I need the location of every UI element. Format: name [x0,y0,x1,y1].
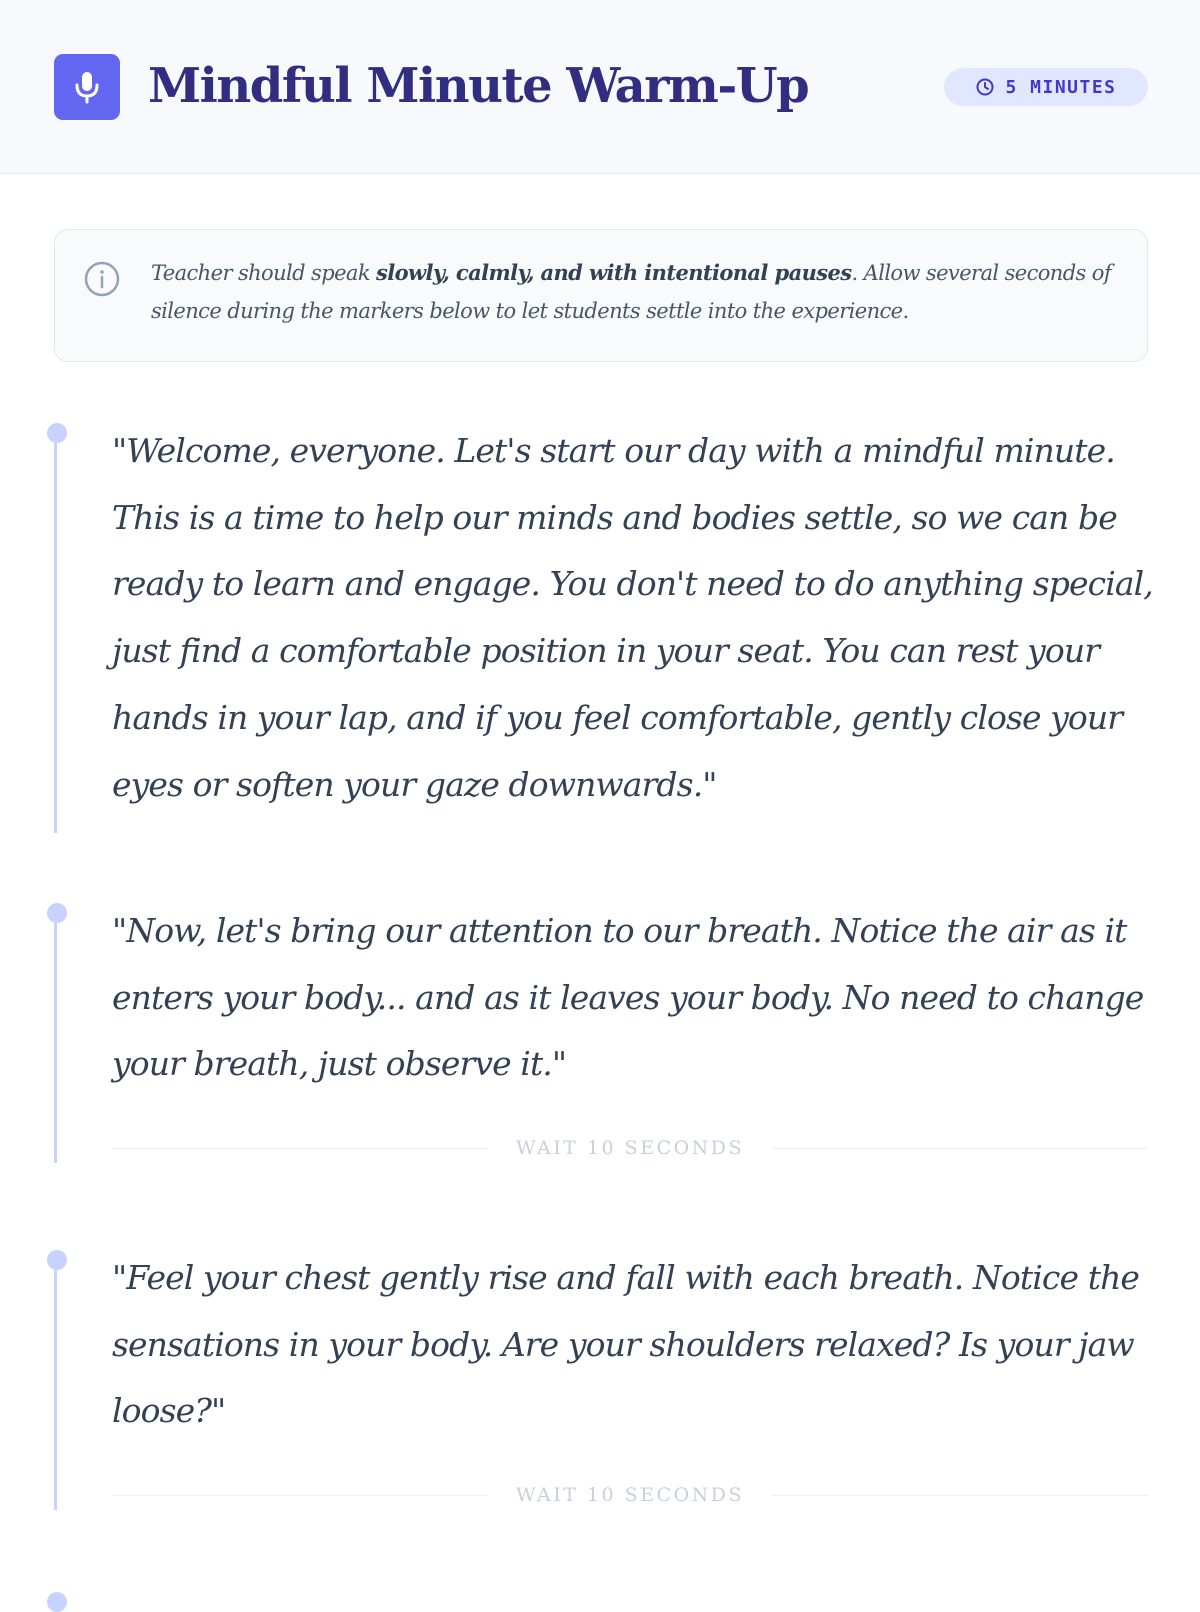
script-text: "Welcome, everyone. Let's start our day with a mindful minute. This is a time to help our minds and bodies settle, so we can be ready to learn and engage. You don't need to do anything special, just find a comfortable position in your seat. You can rest your hands in your lap, and if you feel comfortable, gently close your eyes or soften your gaze downwards." [112,431,1153,804]
segment-marker-dot [47,903,67,923]
page-title: Mindful Minute Warm-Up [148,58,809,114]
segment-marker-dot [47,423,67,443]
script-text: "Now, let's bring our attention to our breath. Notice the air as it enters your body... and as it leaves your body. No need to change your breath, just observe it." [112,911,1144,1084]
segment-timeline-line [54,1270,57,1510]
wait-divider-left [112,1495,488,1496]
wait-label: WAIT 10 SECONDS [515,1137,745,1159]
script-text: "Feel your chest gently rise and fall with each breath. Notice the sensations in your body. Are your shoulders relaxed? Is your jaw loose?" [112,1258,1140,1431]
duration-label: 5 MINUTES [1005,76,1117,98]
instruction-text [151,254,1131,330]
wait-divider-right [772,1148,1148,1149]
page-header [0,0,1200,174]
wait-divider-left [112,1148,488,1149]
segment-marker-dot [47,1592,67,1612]
segment-timeline-line [54,923,57,1163]
segment-marker-dot [47,1250,67,1270]
wait-marker [112,1483,1148,1507]
instruction-text-start: Teacher should speak [151,261,377,285]
wait-label: WAIT 10 SECONDS [515,1484,745,1506]
info-icon [83,260,121,298]
duration-badge [944,68,1148,106]
clock-icon [975,77,995,97]
teacher-instruction-note [54,229,1148,362]
wait-marker [112,1136,1148,1160]
microphone-icon [54,54,120,120]
instruction-emphasis: slowly, calmly, and with intentional pauses [376,260,852,285]
segment-timeline-line [54,443,57,833]
instruction-text-end: . Allow several seconds of silence during the markers below to let students settle into the experience. [151,261,1112,323]
wait-divider-right [772,1495,1148,1496]
